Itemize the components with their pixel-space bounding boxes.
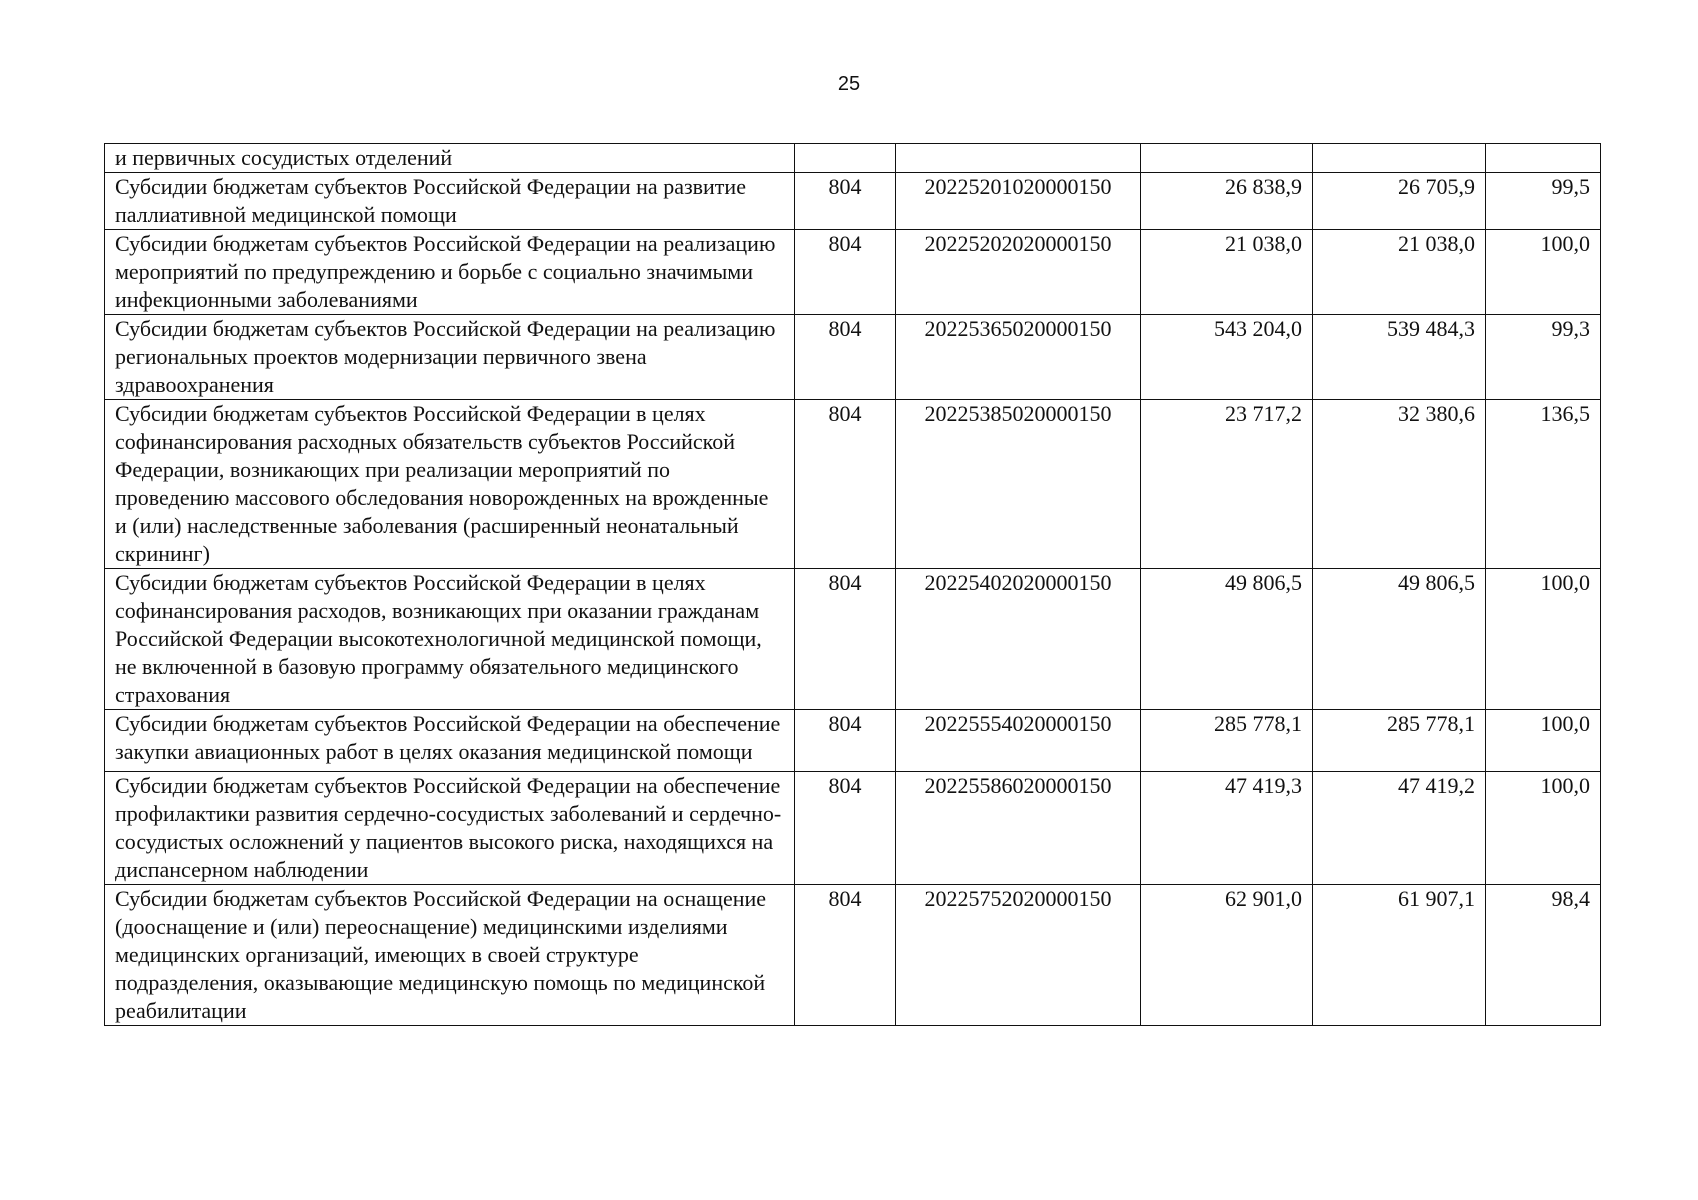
row-plan-cell: 23 717,2 [1141,400,1313,569]
row-code-cell [896,144,1141,173]
row-percent-cell: 98,4 [1486,885,1601,1026]
table-row [105,772,1601,885]
row-percent-cell: 99,5 [1486,173,1601,230]
row-name-cell: Субсидии бюджетам субъектов Российской Федерации на оснащение (дооснащение и (или) переоснащение) медицинскими изделиями медицинских организаций, имеющих в своей структуре подразделения, оказывающие медицинскую помощь по медицинской реабилитации [105,885,795,1026]
row-admin-cell: 804 [795,173,896,230]
row-plan-cell [1141,144,1313,173]
row-percent-cell: 100,0 [1486,230,1601,315]
row-code-cell: 20225385020000150 [896,400,1141,569]
row-name-cell: и первичных сосудистых отделений [105,144,795,173]
row-fact-cell: 49 806,5 [1313,569,1486,710]
row-fact-cell: 32 380,6 [1313,400,1486,569]
row-fact-cell: 47 419,2 [1313,772,1486,885]
table-row [105,173,1601,230]
row-code-cell: 20225201020000150 [896,173,1141,230]
row-fact-cell: 539 484,3 [1313,315,1486,400]
row-name-cell: Субсидии бюджетам субъектов Российской Федерации на обеспечение закупки авиационных работ в целях оказания медицинской помощи [105,710,795,772]
row-plan-cell: 543 204,0 [1141,315,1313,400]
row-code-cell: 20225554020000150 [896,710,1141,772]
row-plan-cell: 47 419,3 [1141,772,1313,885]
row-percent-cell: 99,3 [1486,315,1601,400]
row-percent-cell: 100,0 [1486,772,1601,885]
row-code-cell: 20225202020000150 [896,230,1141,315]
row-fact-cell: 26 705,9 [1313,173,1486,230]
row-percent-cell: 100,0 [1486,710,1601,772]
row-admin-cell: 804 [795,569,896,710]
row-admin-cell: 804 [795,315,896,400]
row-name-cell: Субсидии бюджетам субъектов Российской Федерации на обеспечение профилактики развития сердечно-сосудистых заболеваний и сердечно-сосудистых осложнений у пациентов высокого риска, находящихся на диспансерном наблюдении [105,772,795,885]
row-code-cell: 20225402020000150 [896,569,1141,710]
row-plan-cell: 62 901,0 [1141,885,1313,1026]
row-percent-cell: 100,0 [1486,569,1601,710]
table-row [105,569,1601,710]
row-name-cell: Субсидии бюджетам субъектов Российской Федерации на реализацию мероприятий по предупреждению и борьбе с социально значимыми инфекционными заболеваниями [105,230,795,315]
table-row [105,144,1601,173]
row-percent-cell: 136,5 [1486,400,1601,569]
row-code-cell: 20225365020000150 [896,315,1141,400]
row-fact-cell: 285 778,1 [1313,710,1486,772]
table-row [105,885,1601,1026]
row-plan-cell: 49 806,5 [1141,569,1313,710]
table-row [105,315,1601,400]
row-admin-cell [795,144,896,173]
row-plan-cell: 21 038,0 [1141,230,1313,315]
row-name-cell: Субсидии бюджетам субъектов Российской Федерации в целях софинансирования расходов, возникающих при оказании гражданам Российской Федерации высокотехнологичной медицинской помощи, не включенной в базовую программу обязательного медицинского страхования [105,569,795,710]
row-plan-cell: 26 838,9 [1141,173,1313,230]
table-row [105,230,1601,315]
row-code-cell: 20225586020000150 [896,772,1141,885]
row-fact-cell: 61 907,1 [1313,885,1486,1026]
row-fact-cell: 21 038,0 [1313,230,1486,315]
row-admin-cell: 804 [795,772,896,885]
row-admin-cell: 804 [795,710,896,772]
row-percent-cell [1486,144,1601,173]
row-name-cell: Субсидии бюджетам субъектов Российской Федерации на развитие паллиативной медицинской помощи [105,173,795,230]
table-row [105,400,1601,569]
row-plan-cell: 285 778,1 [1141,710,1313,772]
row-name-cell: Субсидии бюджетам субъектов Российской Федерации в целях софинансирования расходных обязательств субъектов Российской Федерации, возникающих при реализации мероприятий по проведению массового обследования новорожденных на врожденные и (или) наследственные заболевания (расширенный неонатальный скрининг) [105,400,795,569]
page-number: 25 [837,73,861,95]
row-fact-cell [1313,144,1486,173]
table-row [105,710,1601,772]
row-name-cell: Субсидии бюджетам субъектов Российской Федерации на реализацию региональных проектов модернизации первичного звена здравоохранения [105,315,795,400]
budget-table [104,143,1601,1026]
row-admin-cell: 804 [795,885,896,1026]
row-admin-cell: 804 [795,230,896,315]
row-admin-cell: 804 [795,400,896,569]
row-code-cell: 20225752020000150 [896,885,1141,1026]
